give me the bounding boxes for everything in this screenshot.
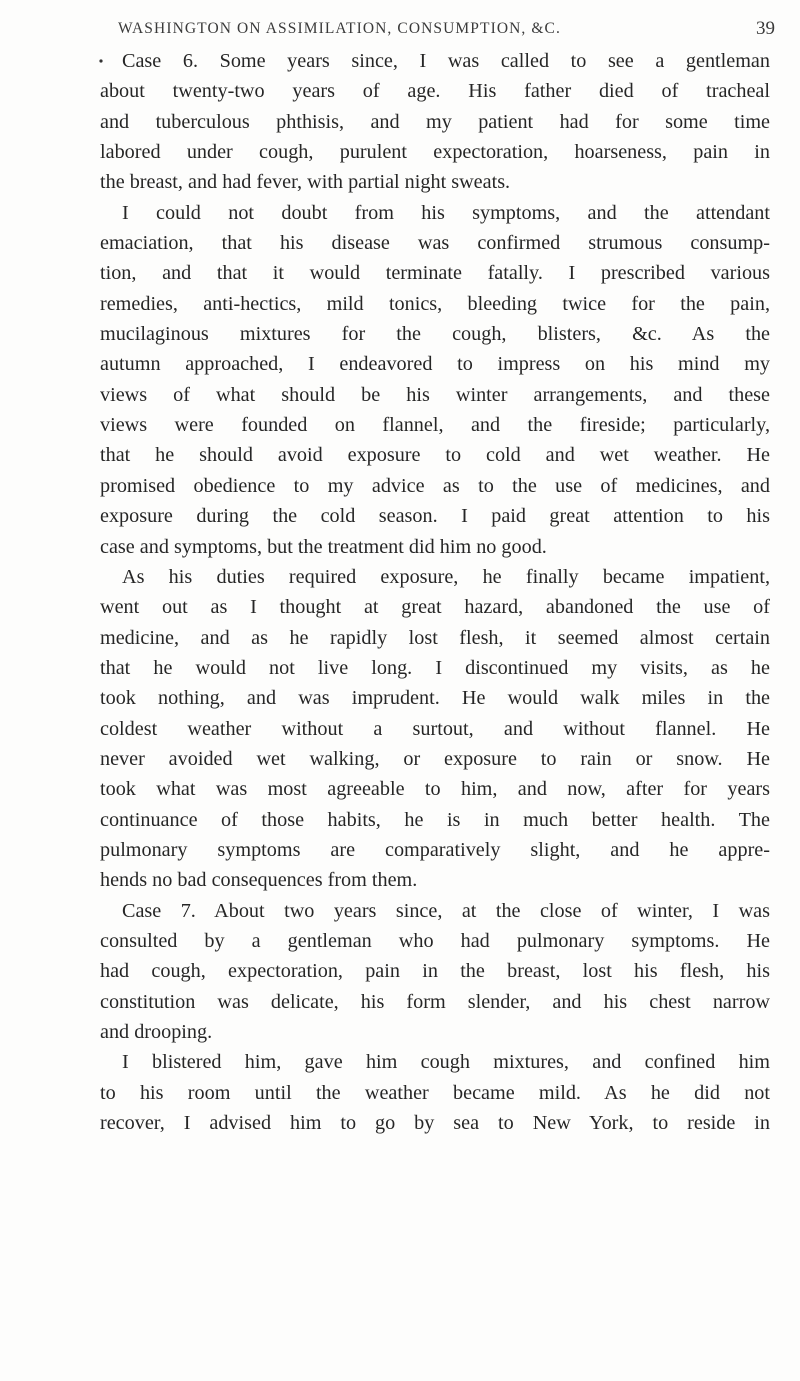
text-line: Case 7. About two years since, at the close of winter, I was: [122, 899, 770, 922]
text-line: and drooping.: [100, 1021, 213, 1043]
page-number: 39: [756, 18, 775, 39]
ink-speck: [98, 58, 104, 64]
text-line: consulted by a gentleman who had pulmonary symptoms. He: [100, 929, 770, 952]
text-line: I could not doubt from his symptoms, and the attendant: [122, 201, 770, 224]
running-header: [90, 18, 775, 42]
text-line: took nothing, and was imprudent. He would walk miles in the: [100, 687, 770, 710]
text-line: labored under cough, purulent expectoration, hoarseness, pain in: [100, 141, 770, 164]
text-line: exposure during the cold season. I paid great attention to his: [100, 505, 770, 528]
text-line: views of what should be his winter arrangements, and these: [100, 383, 770, 406]
text-line: medicine, and as he rapidly lost flesh, it seemed almost certain: [100, 626, 770, 649]
text-line: emaciation, that his disease was confirmed strumous consump-: [100, 232, 770, 255]
text-line: that he would not live long. I discontinued my visits, as he: [100, 656, 770, 679]
text-line: about twenty-two years of age. His father died of tracheal: [100, 80, 770, 103]
text-line: Case 6. Some years since, I was called to see a gentleman: [122, 50, 770, 72]
text-line: case and symptoms, but the treatment did him no good.: [100, 535, 547, 558]
text-line: hends no bad consequences from them.: [100, 869, 418, 892]
text-line: As his duties required exposure, he finally became impatient,: [122, 565, 770, 588]
text-line: continuance of those habits, he is in much better health. The: [100, 808, 770, 831]
text-line: tion, and that it would terminate fatally. I prescribed various: [100, 262, 770, 285]
text-line: recover, I advised him to go by sea to New York, to reside in: [100, 1112, 770, 1135]
text-line: to his room until the weather became mild. As he did not: [100, 1081, 770, 1104]
text-line: took what was most agreeable to him, and now, after for years: [100, 778, 770, 801]
text-line: and tuberculous phthisis, and my patient had for some time: [100, 110, 770, 133]
text-line: coldest weather without a surtout, and without flannel. He: [100, 717, 770, 740]
text-line: autumn approached, I endeavored to impress on his mind my: [100, 353, 770, 376]
running-title: WASHINGTON ON ASSIMILATION, CONSUMPTION, &C.: [118, 20, 561, 37]
text-line: went out as I thought at great hazard, abandoned the use of: [100, 596, 770, 619]
text-line: the breast, and had fever, with partial night sweats.: [100, 171, 511, 194]
text-line: that he should avoid exposure to cold and wet weather. He: [100, 444, 770, 467]
text-line: had cough, expectoration, pain in the breast, lost his flesh, his: [100, 960, 770, 983]
text-line: views were founded on flannel, and the fireside; particularly,: [100, 414, 770, 437]
text-line: promised obedience to my advice as to the use of medicines, and: [100, 474, 770, 497]
text-line: pulmonary symptoms are comparatively slight, and he appre-: [100, 838, 770, 861]
text-line: constitution was delicate, his form slender, and his chest narrow: [100, 990, 770, 1013]
text-line: remedies, anti-hectics, mild tonics, bleeding twice for the pain,: [100, 292, 770, 315]
text-line: mucilaginous mixtures for the cough, blisters, &c. As the: [100, 323, 770, 346]
text-line: I blistered him, gave him cough mixtures, and confined him: [122, 1051, 770, 1074]
body-text: [100, 46, 770, 1138]
text-line: never avoided wet walking, or exposure to rain or snow. He: [100, 747, 770, 770]
